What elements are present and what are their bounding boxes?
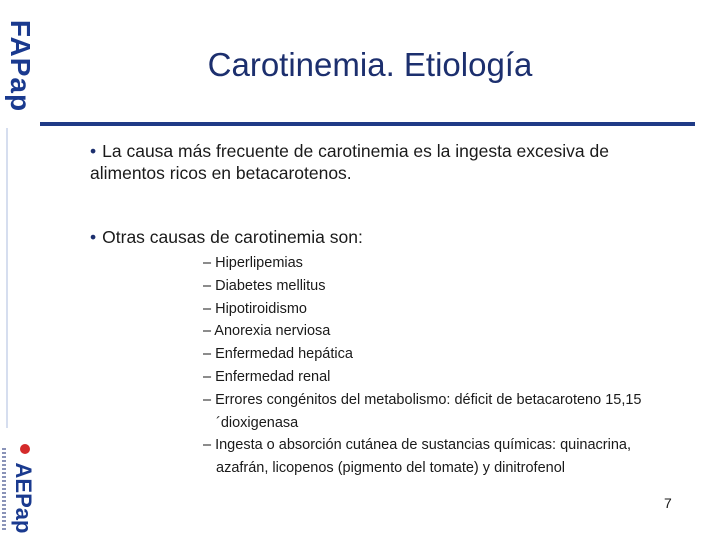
causes-list [203,252,683,480]
bullet-text: La causa más frecuente de carotinemia es la ingesta excesiva de alimentos ricos en betacarotenos. [90,141,609,183]
fapap-logo [0,14,40,118]
bullet-item [90,226,680,248]
cause-item: – Errores congénitos del metabolismo: déficit de betacaroteno 15,15´dioxigenasa [203,391,642,431]
sidebar-rule [6,128,8,428]
bullet-marker: • [90,141,97,161]
cause-item: – Enfermedad hepática [203,346,353,363]
aepap-logo [0,440,40,540]
title-rule [40,122,695,126]
bullet-item [90,140,680,184]
bullet-text: Otras causas de carotinemia son: [102,227,363,247]
aepap-logo-tagline [2,448,6,532]
aepap-logo-text: AEPap [11,462,36,534]
bullet-marker: • [90,227,97,247]
cause-item: – Ingesta o absorción cutánea de sustancias químicas: quinacrina, azafrán, licopenos (pigmento del tomate) y dinitrofenol [203,437,632,477]
slide-title: Carotinemia. Etiología [207,46,533,83]
cause-item: – Hiperlipemias [203,255,303,271]
cause-item: – Enfermedad renal [203,368,331,385]
page-number: 7 [664,495,672,511]
fapap-logo-text: FAPap [5,19,36,113]
cause-item: – Diabetes mellitus [203,277,326,294]
aepap-logo-mark [20,444,30,454]
cause-item: – Anorexia nerviosa [203,323,331,340]
cause-item: – Hipotiroidismo [203,300,307,317]
